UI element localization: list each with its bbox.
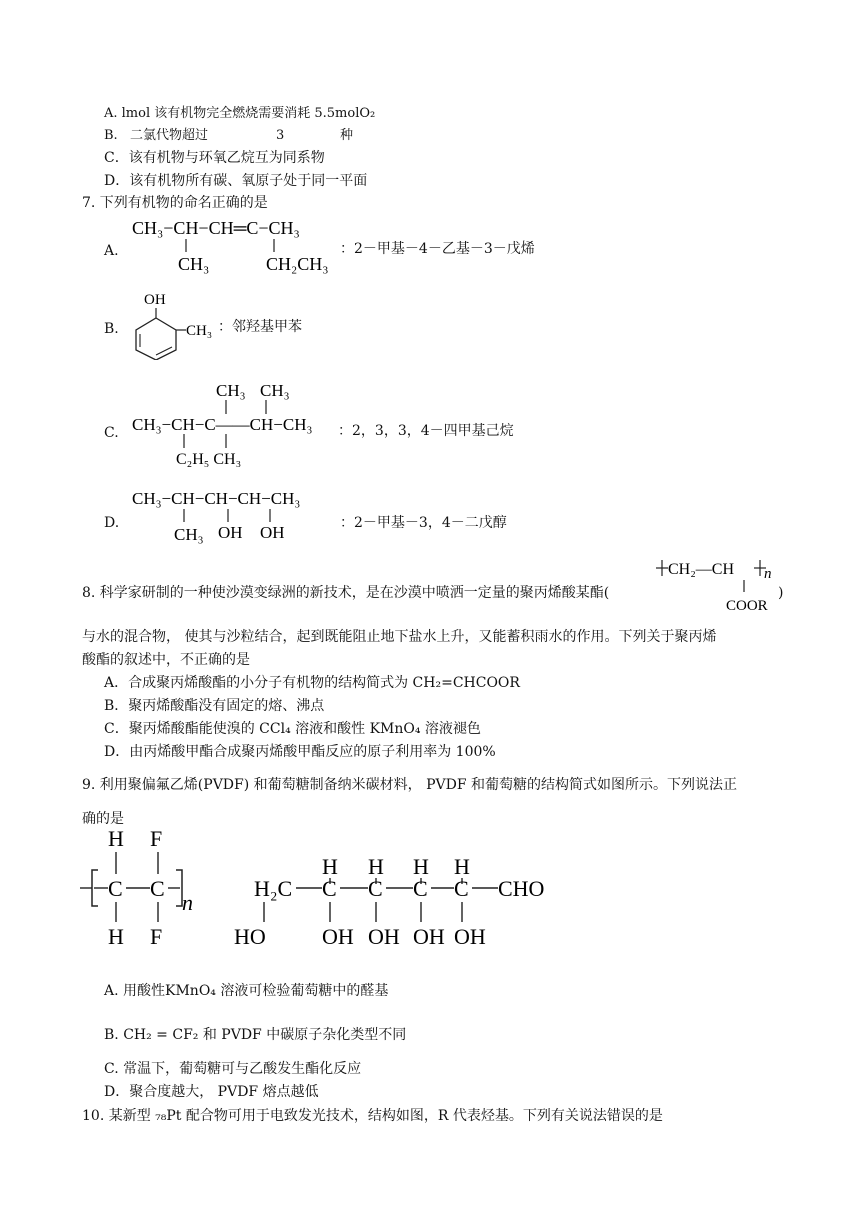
- q7-c-structure: [130, 378, 350, 470]
- glucose-h4: H: [454, 854, 470, 879]
- q8-polymer-ester: COOR: [726, 598, 768, 614]
- q6-option-b-number: 3: [276, 128, 285, 143]
- q7-c-main-chain: CH₃−CH−C——CH−CH₃: [132, 415, 313, 434]
- q6-option-a: A. lmol 该有机物完全燃烧需要消耗 5.5molO₂: [104, 106, 376, 121]
- q9-stem-line1: 9. 利用聚偏氟乙烯(PVDF) 和葡萄糖制备纳米碳材料， PVDF 和葡萄糖的结构简式如图所示。下列说法正: [82, 777, 738, 793]
- q7-d-methyl: CH₃: [174, 525, 204, 544]
- q8-option-d: D．由丙烯酸甲酯合成聚丙烯酸甲酯反应的原子利用率为 100%: [104, 744, 496, 760]
- pvdf-h-bottom: H: [108, 924, 124, 949]
- q6-option-b-unit: 种: [340, 128, 354, 143]
- pvdf-f-top: F: [150, 826, 163, 851]
- q8-option-a: A．合成聚丙烯酸酯的小分子有机物的结构简式为 CH₂=CHCOOR: [104, 675, 520, 691]
- q7-a-methyl: CH₃: [178, 254, 210, 274]
- q7-c-bottom-groups: C₂H₅ CH₃: [176, 451, 242, 468]
- pvdf-n: n: [182, 890, 193, 915]
- q7-a-structure: [130, 212, 350, 278]
- q6-option-b-label: B.: [104, 128, 118, 143]
- q9-structures: [78, 822, 558, 952]
- benzene-ring-icon: [136, 318, 176, 360]
- glucose-h1: H: [322, 854, 338, 879]
- q7-d-name: ：2－甲基－3，4－二戊醇: [340, 515, 507, 531]
- q7-a-label: A.: [104, 243, 119, 259]
- q7-a-name: ：2－甲基－4－乙基－3－戊烯: [340, 241, 535, 257]
- q8-close-paren: ): [778, 585, 784, 601]
- q7-b-oh: OH: [144, 292, 166, 308]
- glucose-h2: H: [368, 854, 384, 879]
- q9-option-c: C. 常温下，葡萄糖可与乙酸发生酯化反应: [104, 1061, 362, 1077]
- pvdf-h-top: H: [108, 826, 124, 851]
- q7-a-main-chain: CH₃−CH−CH═C−CH₃: [132, 218, 300, 238]
- glucose-c2: C: [368, 876, 383, 901]
- q8-stem: 8. 科学家研制的一种使沙漠变绿洲的新技术，是在沙漠中喷洒一定量的聚丙烯酸某酯(: [82, 585, 610, 601]
- q10-stem: 10. 某新型 ₇₈Pt 配合物可用于电致发光技术，结构如图，R 代表烃基。下列有关说法错误的是: [82, 1108, 663, 1124]
- q7-c-top-methyl-2: CH₃: [260, 381, 290, 400]
- q7-c-top-methyl-1: CH₃: [216, 381, 246, 400]
- q8-option-c: C．聚丙烯酸酯能使溴的 CCl₄ 溶液和酸性 KMnO₄ 溶液褪色: [104, 721, 481, 737]
- q6-option-d: D．该有机物所有碳、氧原子处于同一平面: [104, 173, 368, 189]
- q6-option-c: C．该有机物与环氧乙烷互为同系物: [104, 150, 325, 166]
- pvdf-c1: C: [108, 876, 123, 901]
- q8-polymer-n: n: [764, 566, 772, 582]
- q7-b-label: B.: [104, 321, 119, 337]
- q6-option-b-text: 二氯代物超过: [130, 128, 209, 143]
- glucose-c1: C: [322, 876, 337, 901]
- q7-c-name: ：2，3，3，4－四甲基己烷: [338, 423, 514, 439]
- q7-d-main-chain: CH₃−CH−CH−CH−CH₃: [132, 489, 301, 508]
- q9-option-d: D．聚合度越大， PVDF 熔点越低: [104, 1084, 319, 1100]
- q8-line3: 酸酯的叙述中，不正确的是: [82, 652, 250, 668]
- q8-polymer-structure: [654, 556, 794, 616]
- q9-option-a: A. 用酸性KMnO₄ 溶液可检验葡萄糖中的醛基: [104, 983, 389, 999]
- q7-d-label: D.: [104, 515, 120, 531]
- q8-line2: 与水的混合物， 使其与沙粒结合，起到既能阻止地下盐水上升，又能蓄积雨水的作用。下列关于聚丙烯: [82, 629, 717, 645]
- pvdf-structure: [80, 826, 193, 949]
- q7-d-oh-1: OH: [218, 523, 243, 542]
- glucose-c3: C: [413, 876, 428, 901]
- q7-b-ch3: CH₃: [186, 323, 213, 339]
- q7-d-structure: [130, 484, 350, 546]
- q8-option-b: B．聚丙烯酸酯没有固定的熔、沸点: [104, 698, 325, 714]
- glucose-oh3: OH: [413, 924, 445, 949]
- q8-polymer-chain: CH₂—CH: [668, 561, 735, 578]
- q9-option-b: B. CH₂ = CF₂ 和 PVDF 中碳原子杂化类型不同: [104, 1027, 407, 1043]
- q9-stem-line2: 确的是: [82, 811, 124, 827]
- q7-a-ethyl: CH₂CH₃: [266, 254, 329, 274]
- glucose-oh1: OH: [322, 924, 354, 949]
- glucose-oh4: OH: [454, 924, 486, 949]
- q7-c-label: C.: [104, 425, 119, 441]
- glucose-ho: HO: [234, 924, 266, 949]
- pvdf-f-bottom: F: [150, 924, 163, 949]
- q7-d-oh-2: OH: [260, 523, 285, 542]
- q7-stem: 7. 下列有机物的命名正确的是: [82, 195, 268, 211]
- glucose-oh2: OH: [368, 924, 400, 949]
- glucose-c4: C: [454, 876, 469, 901]
- pvdf-c2: C: [150, 876, 165, 901]
- glucose-ch2: H₂C: [254, 876, 293, 901]
- glucose-h3: H: [413, 854, 429, 879]
- q7-b-name: ：邻羟基甲苯: [218, 319, 302, 335]
- glucose-cho: CHO: [498, 876, 545, 901]
- glucose-structure: [234, 854, 544, 949]
